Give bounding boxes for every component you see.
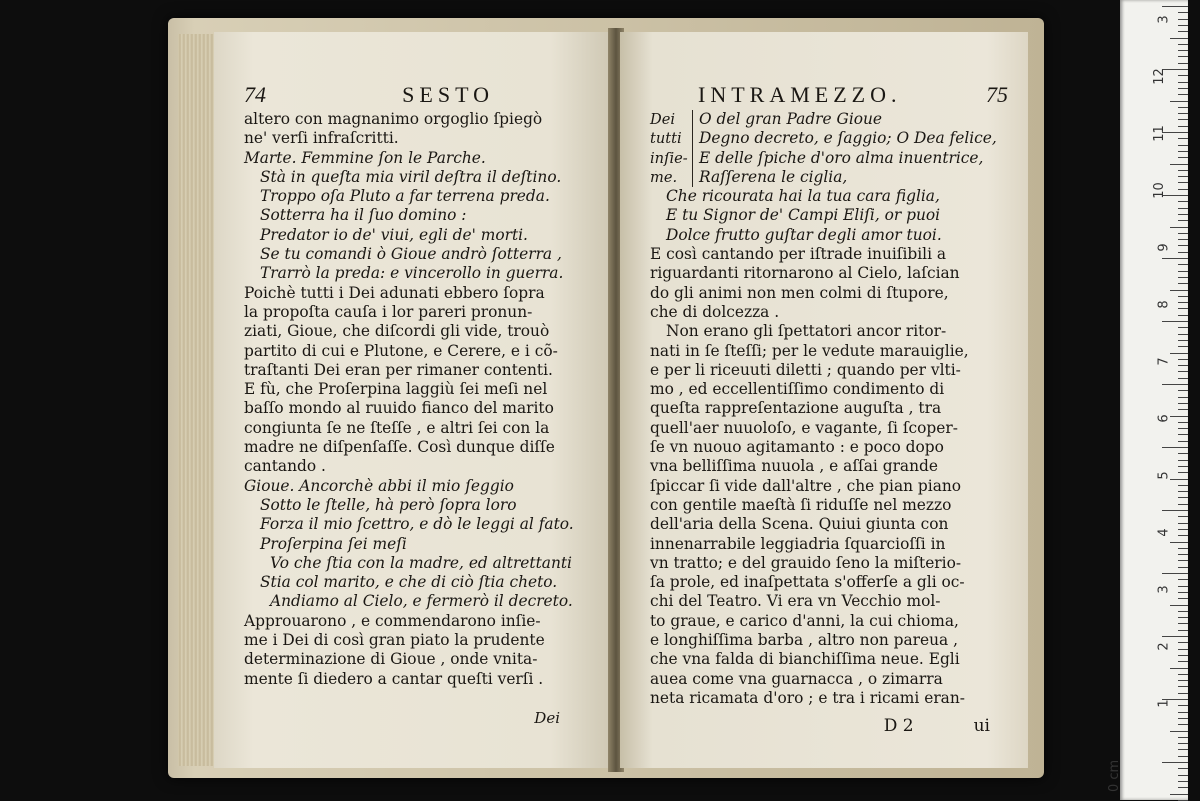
ruler-number: 3 bbox=[1156, 585, 1172, 594]
text-line: to graue, e carico d'anni, la cui chioma, bbox=[650, 611, 959, 630]
ruler-tick bbox=[1178, 598, 1188, 599]
ruler-number: 6 bbox=[1156, 414, 1172, 423]
text-line: ſa prole, ed inaſpettata s'offerſe a gli oc- bbox=[650, 573, 965, 592]
ruler-tick bbox=[1178, 94, 1188, 95]
text-line: ziati, Gioue, che diſcordi gli vide, trouò bbox=[244, 322, 550, 341]
text-line: Predator io de' viui, egli de' morti. bbox=[260, 225, 528, 244]
text-line: Degno decreto, e ſaggio; O Dea felice, bbox=[699, 129, 997, 148]
right-running-head bbox=[650, 82, 1008, 108]
ruler-tick bbox=[1178, 126, 1188, 127]
ruler-tick bbox=[1178, 25, 1188, 26]
ruler-tick bbox=[1178, 428, 1188, 429]
text-line: Se tu comandi ò Gioue andrò ſotterra , bbox=[260, 245, 562, 264]
ruler-tick bbox=[1178, 680, 1188, 681]
measurement-ruler bbox=[1107, 0, 1188, 800]
text-line: nati in ſe ſteſſi; per le vedute marauiglie, bbox=[650, 341, 969, 360]
ruler-tick bbox=[1170, 668, 1188, 669]
verse-lines bbox=[650, 187, 1008, 245]
signature-mark: D 2 bbox=[883, 716, 914, 737]
ruler-tick bbox=[1178, 472, 1188, 473]
text-line: queſta rappreſentazione auguſta , tra bbox=[650, 399, 942, 418]
ruler-tick bbox=[1170, 479, 1188, 480]
text-line: E tu Signor de' Campi Eliſi, or puoi bbox=[666, 206, 941, 225]
ruler-tick bbox=[1178, 113, 1188, 114]
ruler-tick bbox=[1178, 560, 1188, 561]
ruler-tick bbox=[1178, 617, 1188, 618]
text-line: Sotto le ſtelle, hà però ſopra loro bbox=[260, 495, 517, 514]
ruler-tick bbox=[1178, 775, 1188, 776]
ruler-tick bbox=[1178, 189, 1188, 190]
ruler-tick bbox=[1178, 693, 1188, 694]
text-line: auea come vna guarnacca , o zimarra bbox=[650, 669, 943, 688]
ruler-tick bbox=[1178, 56, 1188, 57]
speaker-word: Dei bbox=[650, 111, 676, 128]
ruler-tick bbox=[1178, 151, 1188, 152]
ruler-tick bbox=[1178, 264, 1188, 265]
text-line: Che ricourata hai la tua cara figlia, bbox=[666, 187, 940, 206]
right-page bbox=[620, 32, 1028, 768]
ruler-tick bbox=[1178, 239, 1188, 240]
ruler-number: 10 bbox=[1152, 182, 1168, 199]
text-line: con gentile maeſtà ſi riduſſe nel mezzo bbox=[650, 495, 952, 514]
ruler-tick bbox=[1178, 365, 1188, 366]
text-line: partito di cui e Plutone, e Cerere, e i cõ- bbox=[244, 341, 558, 360]
ruler-tick bbox=[1178, 485, 1188, 486]
text-line: neta ricamata d'oro ; e tra i ricami eran- bbox=[650, 688, 965, 707]
ruler-tick bbox=[1178, 271, 1188, 272]
speaker-word: inſie- bbox=[650, 149, 688, 167]
ruler-tick bbox=[1170, 416, 1188, 417]
ruler-tick bbox=[1178, 31, 1188, 32]
text-line: che vna falda di bianchiſſima neue. Egli bbox=[650, 650, 960, 669]
ruler-tick bbox=[1170, 542, 1188, 543]
text-line: congiunta ſe ne ſteſſe , e altri ſei con la bbox=[244, 418, 550, 437]
ruler-tick bbox=[1178, 642, 1188, 643]
text-line: baſſo mondo al ruuido fianco del marito bbox=[244, 399, 554, 418]
text-line: E fù, che Proſerpina laggiù ſei meſi nel bbox=[244, 380, 548, 399]
ruler-unit-label: 0 cm bbox=[1107, 759, 1122, 792]
ruler-tick bbox=[1162, 447, 1188, 448]
text-line: Andiamo al Cielo, e fermerò il decreto. bbox=[270, 592, 573, 611]
ruler-tick bbox=[1178, 743, 1188, 744]
ruler-tick bbox=[1162, 573, 1188, 574]
ruler-tick bbox=[1178, 107, 1188, 108]
ruler-tick bbox=[1178, 529, 1188, 530]
text-line: Marte. Femmine ſon le Parche. bbox=[244, 148, 486, 167]
ruler-tick bbox=[1178, 334, 1188, 335]
ruler-number: 8 bbox=[1156, 300, 1172, 309]
ruler-tick bbox=[1178, 491, 1188, 492]
ruler-tick bbox=[1178, 705, 1188, 706]
ruler-tick bbox=[1162, 6, 1188, 7]
ruler-tick bbox=[1178, 176, 1188, 177]
left-page-text bbox=[244, 110, 584, 689]
ruler-tick bbox=[1178, 661, 1188, 662]
ruler-tick bbox=[1162, 762, 1188, 763]
left-running-head bbox=[244, 82, 584, 108]
left-catchword: Dei bbox=[534, 708, 560, 727]
open-book bbox=[168, 18, 1044, 778]
text-line: Poichè tutti i Dei adunati ebbero ſopra bbox=[244, 283, 545, 302]
ruler-tick bbox=[1178, 516, 1188, 517]
ruler-tick bbox=[1178, 403, 1188, 404]
ruler-tick bbox=[1178, 441, 1188, 442]
ruler-tick bbox=[1178, 586, 1188, 587]
chorus-speaker bbox=[650, 110, 693, 187]
ruler-tick bbox=[1178, 453, 1188, 454]
right-footer bbox=[650, 716, 1008, 736]
chorus-block bbox=[650, 110, 1008, 187]
ruler-tick bbox=[1178, 327, 1188, 328]
ruler-tick bbox=[1178, 749, 1188, 750]
ruler-tick bbox=[1178, 649, 1188, 650]
ruler-number: 1 bbox=[1156, 699, 1172, 708]
text-line: innenarrabile leggiadria ſquarcioſſi in bbox=[650, 534, 946, 553]
text-line: vn tratto; e del grauido ſeno la miſterio- bbox=[650, 553, 962, 572]
ruler-tick bbox=[1178, 82, 1188, 83]
text-line: ſpiccar ſi vide dall'altre , che pian piano bbox=[650, 476, 962, 495]
ruler-tick bbox=[1178, 182, 1188, 183]
ruler-tick bbox=[1170, 794, 1188, 795]
ruler-tick bbox=[1170, 101, 1188, 102]
text-line: dell'aria della Scena. Quiui giunta con bbox=[650, 515, 949, 534]
text-line: ne' verſi infraſcritti. bbox=[244, 129, 399, 148]
ruler-tick bbox=[1178, 346, 1188, 347]
ruler-tick bbox=[1178, 630, 1188, 631]
ruler-tick bbox=[1170, 605, 1188, 606]
text-line: mo , ed eccellentiſſimo condimento di bbox=[650, 380, 945, 399]
text-line: Approuarono , e commendarono inſie- bbox=[244, 611, 541, 630]
text-line: cantando . bbox=[244, 457, 326, 476]
ruler-tick bbox=[1178, 592, 1188, 593]
text-line: Raſſerena le ciglia, bbox=[699, 167, 848, 186]
right-page-text bbox=[650, 245, 1008, 708]
text-line: Troppo oſa Pluto a far terrena preda. bbox=[260, 187, 550, 206]
ruler-tick bbox=[1178, 170, 1188, 171]
text-line: Stia col marito, e che di ciò ſtia cheto. bbox=[260, 573, 558, 592]
right-running-title: INTRAMEZZO. bbox=[698, 82, 902, 107]
ruler-tick bbox=[1178, 145, 1188, 146]
ruler-number: 5 bbox=[1156, 471, 1172, 480]
text-line: Gioue. Ancorchè abbi il mio ſeggio bbox=[244, 476, 514, 495]
text-line: mente ſi diedero a cantar queſti verſi . bbox=[244, 669, 544, 688]
ruler-number: 12 bbox=[1152, 68, 1168, 85]
ruler-tick bbox=[1178, 623, 1188, 624]
ruler-tick bbox=[1178, 548, 1188, 549]
text-line: Stà in queſta mia viril deſtra il deſtino. bbox=[260, 167, 562, 186]
left-running-title: SESTO bbox=[402, 82, 494, 107]
ruler-tick bbox=[1178, 75, 1188, 76]
text-line: Proſerpina ſei meſi bbox=[260, 534, 407, 553]
text-line: Forza il mio ſcettro, e dò le leggi al fato. bbox=[260, 515, 574, 534]
text-line: quell'aer nuuoloſo, e vagante, ſi ſcoper- bbox=[650, 418, 958, 437]
text-line: la propoſta cauſa i lor pareri pronun- bbox=[244, 302, 533, 321]
ruler-tick bbox=[1178, 611, 1188, 612]
text-line: chi del Teatro. Vi era vn Vecchio mol- bbox=[650, 592, 941, 611]
ruler-tick bbox=[1162, 384, 1188, 385]
ruler-tick bbox=[1170, 731, 1188, 732]
ruler-tick bbox=[1178, 252, 1188, 253]
ruler-tick bbox=[1178, 655, 1188, 656]
ruler-number: 3 bbox=[1156, 15, 1172, 24]
ruler-tick bbox=[1178, 296, 1188, 297]
ruler-tick bbox=[1162, 636, 1188, 637]
ruler-tick bbox=[1162, 510, 1188, 511]
ruler-tick bbox=[1178, 756, 1188, 757]
text-line: madre ne diſpenſaſſe. Così dunque diſſe bbox=[244, 438, 555, 457]
text-line: O del gran Padre Gioue bbox=[699, 110, 883, 128]
ruler-tick bbox=[1178, 397, 1188, 398]
ruler-tick bbox=[1178, 422, 1188, 423]
ruler-tick bbox=[1178, 434, 1188, 435]
ruler-tick bbox=[1178, 315, 1188, 316]
ruler-tick bbox=[1178, 19, 1188, 20]
text-line: Trarrò la preda: e vincerollo in guerra. bbox=[260, 264, 564, 283]
ruler-tick bbox=[1178, 724, 1188, 725]
text-line: Non erano gli ſpettatori ancor ritor- bbox=[666, 322, 947, 341]
page-edges bbox=[178, 34, 214, 766]
ruler-tick bbox=[1170, 290, 1188, 291]
ruler-tick bbox=[1178, 63, 1188, 64]
ruler-tick bbox=[1170, 353, 1188, 354]
ruler-number: 2 bbox=[1156, 642, 1172, 651]
text-line: Dolce frutto guſtar degli amor tuoi. bbox=[666, 225, 942, 244]
ruler-tick bbox=[1178, 233, 1188, 234]
ruler-tick bbox=[1178, 497, 1188, 498]
ruler-tick bbox=[1178, 504, 1188, 505]
ruler-tick bbox=[1178, 567, 1188, 568]
ruler-tick bbox=[1178, 340, 1188, 341]
ruler-tick bbox=[1178, 371, 1188, 372]
text-line: Sotterra ha il ſuo domino : bbox=[260, 206, 467, 225]
ruler-tick bbox=[1178, 460, 1188, 461]
ruler-tick bbox=[1178, 523, 1188, 524]
ruler-tick bbox=[1178, 737, 1188, 738]
ruler-tick bbox=[1162, 321, 1188, 322]
ruler-tick bbox=[1178, 712, 1188, 713]
ruler-tick bbox=[1162, 258, 1188, 259]
text-line: vna belliſſima nuuola , e aſſai grande bbox=[650, 457, 938, 476]
ruler-number: 11 bbox=[1152, 125, 1168, 142]
left-page bbox=[214, 32, 610, 768]
ruler-tick bbox=[1178, 466, 1188, 467]
ruler-tick bbox=[1178, 283, 1188, 284]
ruler-tick bbox=[1178, 718, 1188, 719]
text-line: e per li riceuuti diletti ; quando per vlti- bbox=[650, 360, 961, 379]
ruler-tick bbox=[1170, 164, 1188, 165]
text-line: che di dolcezza . bbox=[650, 302, 780, 321]
ruler-number: 9 bbox=[1156, 243, 1172, 252]
text-line: E così cantando per iſtrade inuiſibili a bbox=[650, 245, 947, 264]
ruler-tick bbox=[1178, 119, 1188, 120]
speaker-word: tutti bbox=[650, 130, 682, 148]
text-line: E delle ſpiche d'oro alma inuentrice, bbox=[699, 148, 984, 167]
ruler-number: 4 bbox=[1156, 528, 1172, 537]
right-page-number: 75 bbox=[986, 82, 1008, 107]
ruler-tick bbox=[1178, 245, 1188, 246]
ruler-tick bbox=[1170, 38, 1188, 39]
speaker-word: me. bbox=[650, 168, 678, 186]
ruler-tick bbox=[1178, 359, 1188, 360]
text-line: me i Dei di così gran piato la prudente bbox=[244, 631, 545, 650]
ruler-tick bbox=[1178, 277, 1188, 278]
text-line: e longhiſſima barba , altro non pareua , bbox=[650, 631, 959, 650]
ruler-tick bbox=[1178, 50, 1188, 51]
ruler-tick bbox=[1178, 686, 1188, 687]
text-line: traſtanti Dei eran per rimaner contenti. bbox=[244, 360, 553, 379]
ruler-tick bbox=[1178, 378, 1188, 379]
ruler-tick bbox=[1178, 674, 1188, 675]
ruler-tick bbox=[1178, 579, 1188, 580]
ruler-tick bbox=[1178, 302, 1188, 303]
ruler-tick bbox=[1170, 227, 1188, 228]
ruler-tick bbox=[1178, 390, 1188, 391]
ruler-tick bbox=[1178, 535, 1188, 536]
text-line: altero con magnanimo orgoglio ſpiegò bbox=[244, 110, 543, 128]
ruler-tick bbox=[1178, 157, 1188, 158]
text-line: Vo che ſtia con la madre, ed altrettanti bbox=[270, 553, 572, 572]
ruler-tick bbox=[1178, 768, 1188, 769]
left-page-number: 74 bbox=[244, 82, 266, 107]
text-line: riguardanti ritornarono al Cielo, laſcian bbox=[650, 264, 960, 283]
text-line: ſe vn nuouo agitamanto : e poco dopo bbox=[650, 438, 944, 457]
ruler-tick bbox=[1178, 308, 1188, 309]
chorus-lines bbox=[699, 110, 997, 187]
ruler-tick bbox=[1178, 554, 1188, 555]
ruler-number: 7 bbox=[1156, 357, 1172, 366]
ruler-tick bbox=[1178, 781, 1188, 782]
ruler-tick bbox=[1178, 88, 1188, 89]
ruler-tick bbox=[1178, 208, 1188, 209]
ruler-tick bbox=[1178, 44, 1188, 45]
text-line: do gli animi non men colmi di ſtupore, bbox=[650, 283, 949, 302]
ruler-tick bbox=[1178, 201, 1188, 202]
ruler-tick bbox=[1178, 214, 1188, 215]
ruler-tick bbox=[1178, 787, 1188, 788]
right-catchword: ui bbox=[973, 716, 990, 737]
ruler-tick bbox=[1178, 138, 1188, 139]
ruler-tick bbox=[1178, 220, 1188, 221]
ruler-tick bbox=[1178, 12, 1188, 13]
ruler-tick bbox=[1178, 409, 1188, 410]
text-line: determinazione di Gioue , onde vnita- bbox=[244, 650, 538, 669]
